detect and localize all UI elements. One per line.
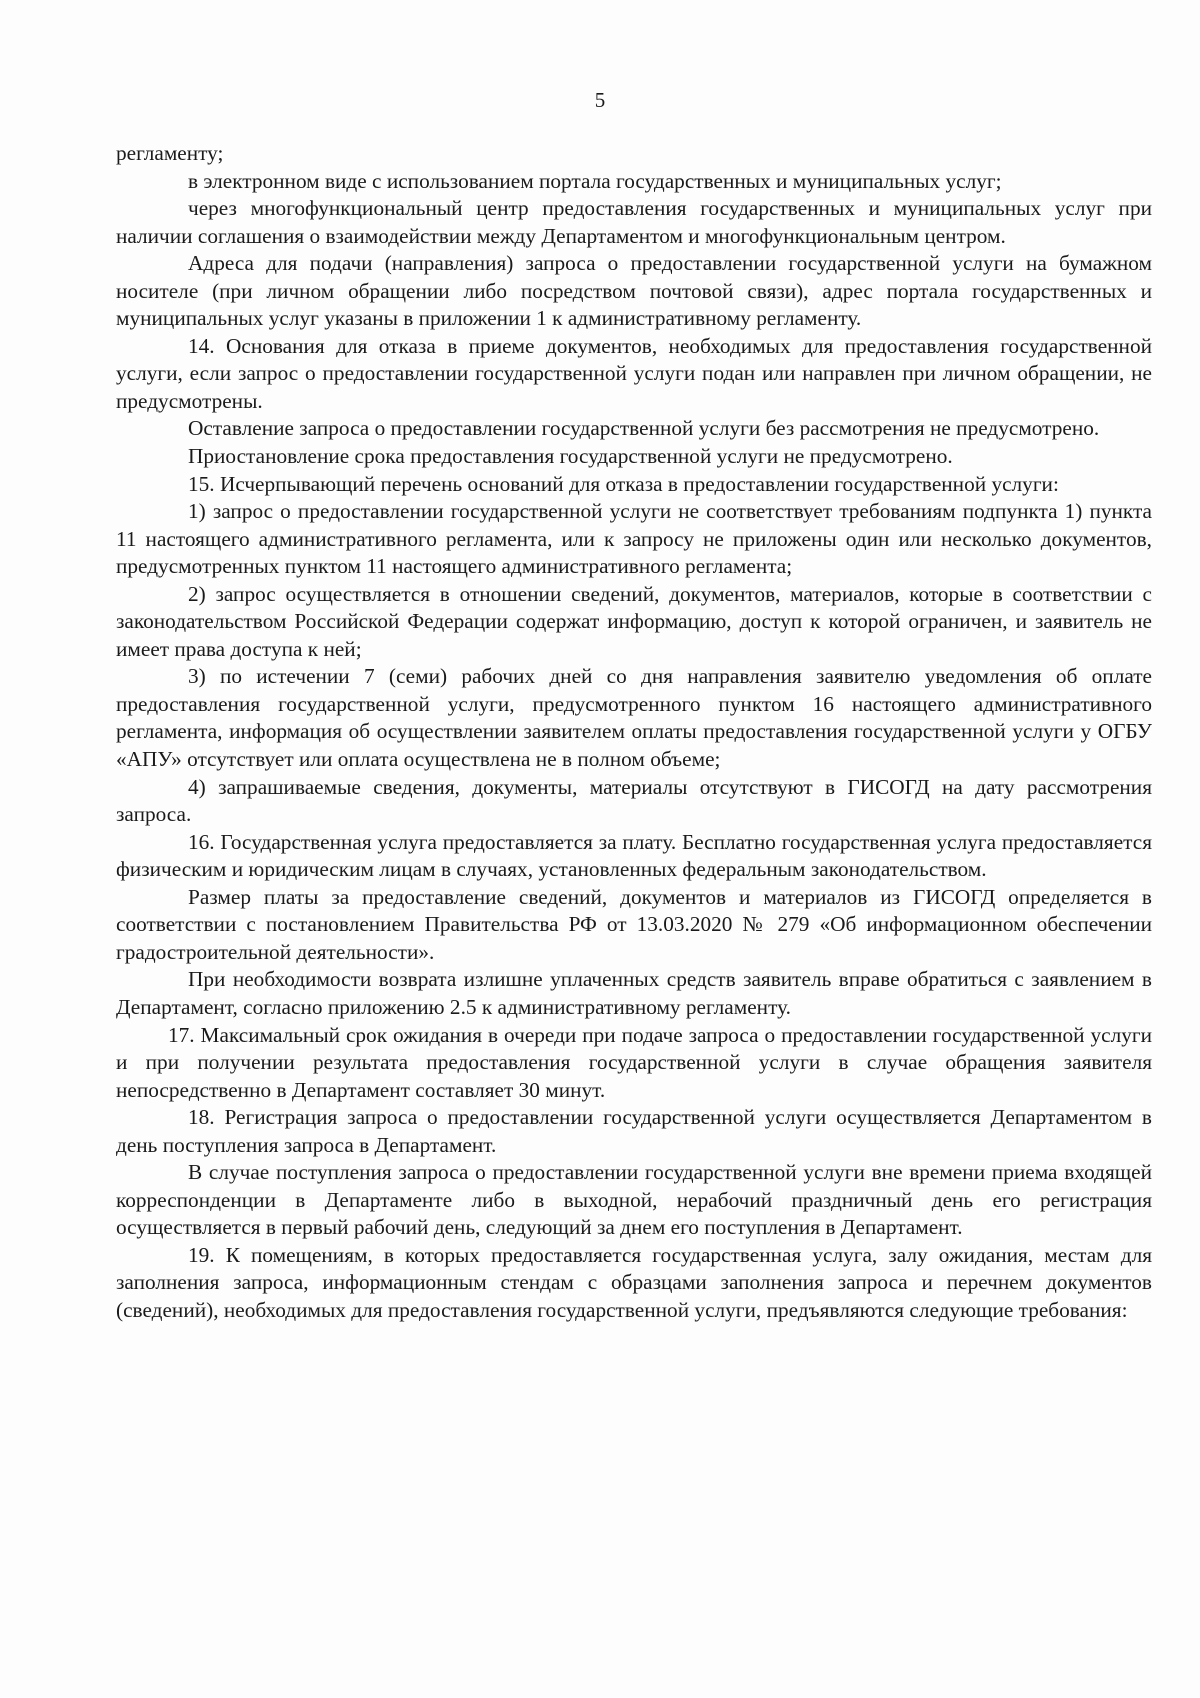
list-item: 2) запрос осуществляется в отношении сведений, документов, материалов, которые в соответствии с законодательством Российской Федерации содержат информацию, доступ к которой ограничен, и заявитель не имеет права доступа к ней; [116,581,1152,661]
paragraph: Оставление запроса о предоставлении государственной услуги без рассмотрения не предусмотрено. [188,416,1100,441]
paragraph: В случае поступления запроса о предоставлении государственной услуги вне времени приема входящей корреспонденции в Департаменте либо в выходной, нерабочий праздничный день его регистрация осуществляется в первый рабочий день, следующий за днем его поступления в Департамент. [116,1160,1152,1240]
paragraph: 15. Исчерпывающий перечень оснований для отказа в предоставлении государственной услуги: [188,471,1059,496]
paragraph: При необходимости возврата излишне уплаченных средств заявитель вправе обратиться с заявлением в Департамент, согласно приложению 2.5 к административному регламенту. [116,967,1152,1019]
page-number: 5 [594,88,606,112]
paragraph: регламенту; [116,141,224,165]
list-item: 3) по истечении 7 (семи) рабочих дней со дня направления заявителю уведомления об оплате предоставления государственной услуги, предусмотренного пунктом 16 настоящего административного регламента, информация об осуществлении заявителем оплаты предоставления государственной услуги у ОГБУ «АПУ» отсутствует или оплата осуществлена не в полном объеме; [116,664,1152,772]
paragraph: 17. Максимальный срок ожидания в очереди при подаче запроса о предоставлении государственной услуги и при получении результата предоставления государственной услуги в случае обращения заявителя непосредственно в Департамент составляет 30 минут. [116,1022,1152,1102]
paragraph: 19. К помещениям, в которых предоставляется государственная услуга, залу ожидания, местам для заполнения запроса, информационным стендам с образцами заполнения запроса и перечнем документов (сведений), необходимых для предоставления государственной услуги, предъявляются следующие требования: [116,1242,1152,1322]
list-item: 1) запрос о предоставлении государственной услуги не соответствует требованиям подпункта 1) пункта 11 настоящего административного регламента, или к запросу не приложены один или несколько документов, предусмотренных пунктом 11 настоящего административного регламента; [116,499,1152,579]
paragraph: через многофункциональный центр предоставления государственных и муниципальных услуг при наличии соглашения о взаимодействии между Департаментом и многофункциональным центром. [116,196,1152,248]
paragraph: 16. Государственная услуга предоставляется за плату. Бесплатно государственная услуга предоставляется физическим и юридическим лицам в случаях, установленных федеральным законодательством. [116,829,1152,882]
paragraph: Адреса для подачи (направления) запроса о предоставлении государственной услуги на бумажном носителе (при личном обращении либо посредством почтовой связи), адрес портала государственных и муниципальных услуг указаны в приложении 1 к административному регламенту. [116,251,1152,331]
paragraph: Приостановление срока предоставления государственной услуги не предусмотрено. [188,444,953,469]
paragraph: в электронном виде с использованием портала государственных и муниципальных услуг; [188,168,1002,193]
list-item: 4) запрашиваемые сведения, документы, материалы отсутствуют в ГИСОГД на дату рассмотрения запроса. [116,774,1152,827]
paragraph: 14. Основания для отказа в приеме документов, необходимых для предоставления государственной услуги, если запрос о предоставлении государственной услуги подан или направлен при личном обращении, не предусмотрены. [116,333,1152,413]
paragraph: Размер платы за предоставление сведений, документов и материалов из ГИСОГД определяется в соответствии с постановлением Правительства РФ от 13.03.2020 № 279 «Об информационном обеспечении градостроительной деятельности». [116,884,1152,964]
document-body [116,140,1152,1325]
paragraph: 18. Регистрация запроса о предоставлении государственной услуги осуществляется Департаментом в день поступления запроса в Департамент. [116,1105,1152,1157]
